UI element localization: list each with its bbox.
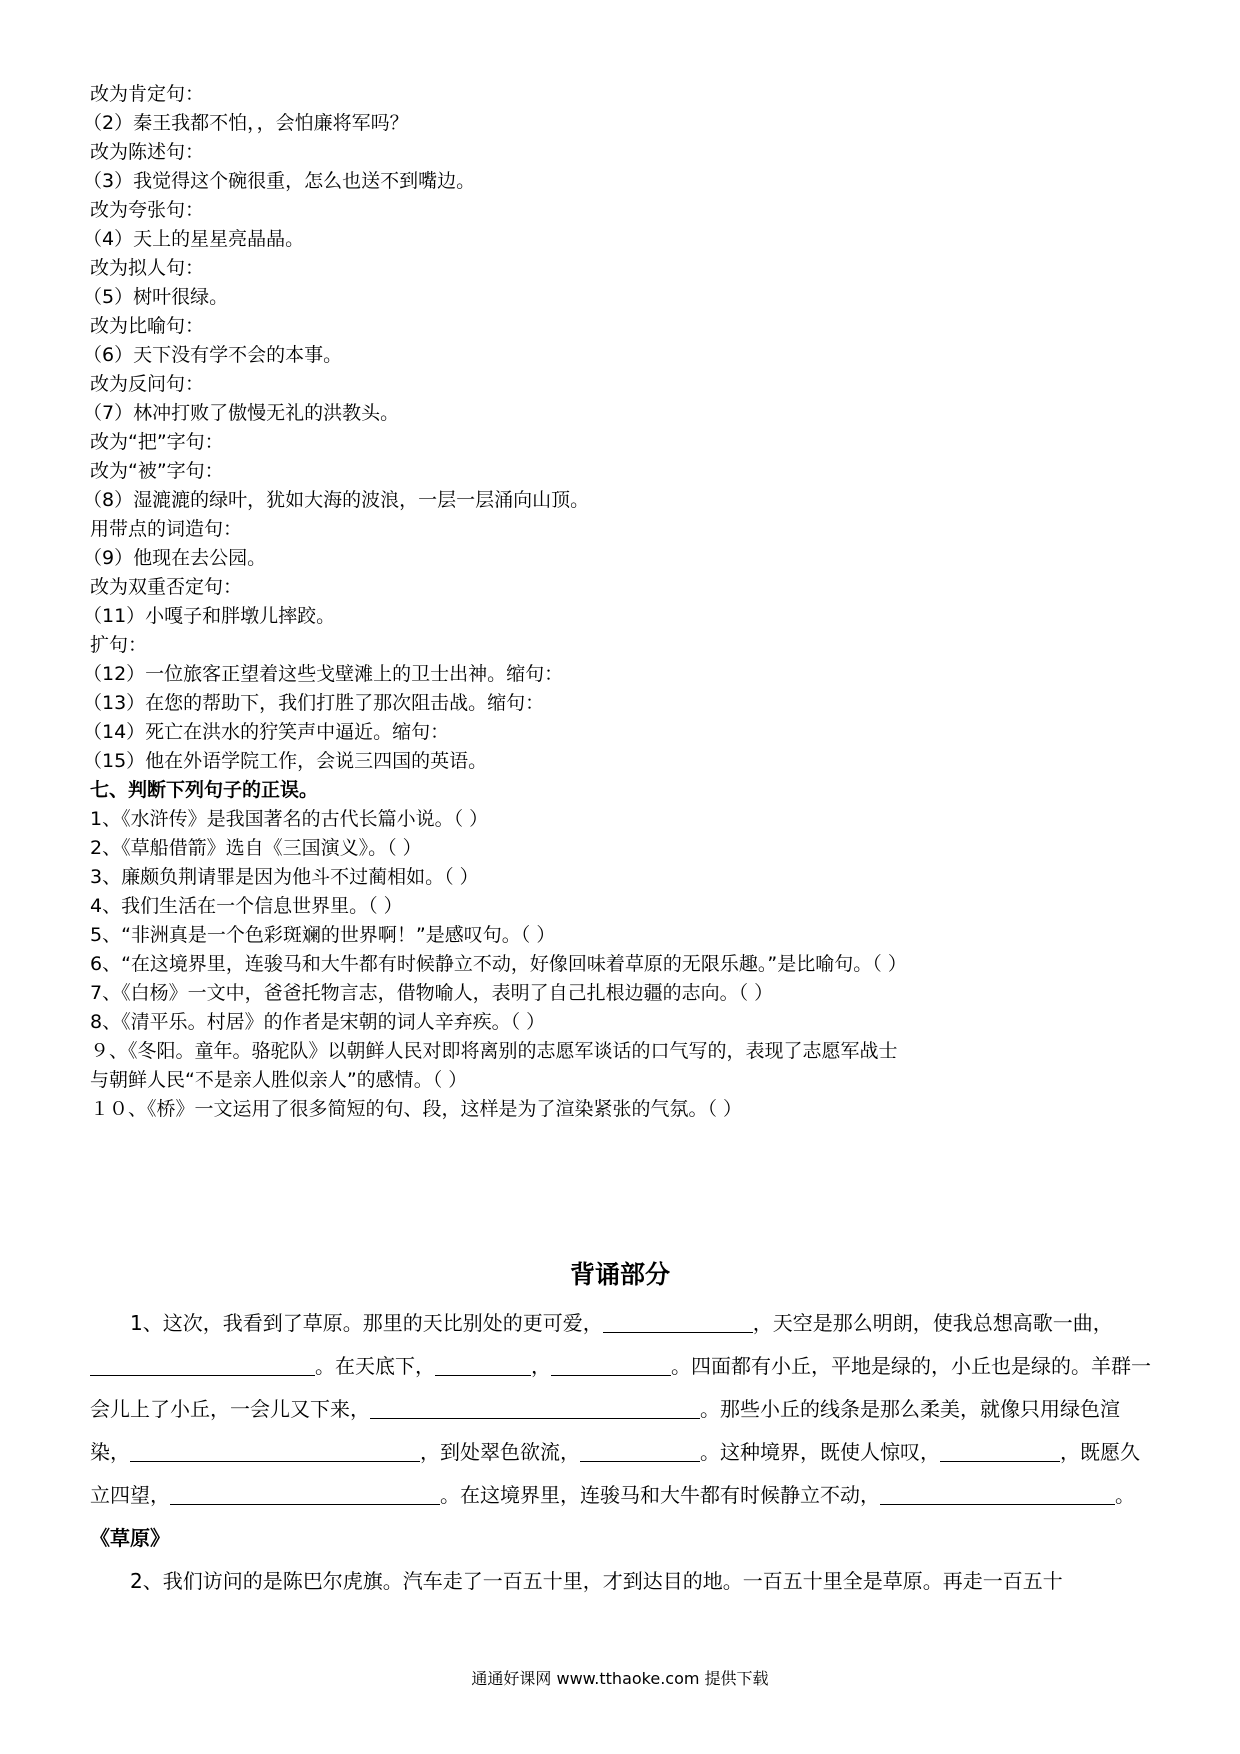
judge-item: 与朝鲜人民“不是亲人胜似亲人”的感情。（ ） (90, 1069, 468, 1091)
recite-section-title: 背诵部分 (569, 1260, 670, 1289)
fill-blank[interactable] (435, 1355, 531, 1376)
page-footer: 通通好课网 www.tthaoke.com 提供下载 (471, 1669, 769, 1688)
recite-text: ，天空是那么明朗，使我总想高歌一曲， (752, 1311, 1113, 1335)
judge-item: 8、《清平乐。村居》的作者是宋朝的词人辛弃疾。（ ） (90, 1011, 546, 1033)
instruction-line: 改为比喻句： (90, 315, 205, 337)
judge-item: 6、“在这境界里，连骏马和大牛都有时候静立不动，好像回味着草原的无限乐趣。”是比喻句。（ ） (90, 953, 907, 975)
fill-blank[interactable] (170, 1484, 440, 1505)
recite-text: 。这种境界，既使人惊叹， (700, 1440, 940, 1464)
judge-item: １０、《桥》一文运用了很多简短的句、段，这样是为了渲染紧张的气氛。（ ） (90, 1098, 743, 1120)
recite-text: ，既愿久立四望， (90, 1440, 1140, 1507)
fill-blank[interactable] (603, 1312, 753, 1333)
exercise-line: （15）他在外语学院工作，会说三四国的英语。 (83, 750, 488, 772)
instruction-line: 改为拟人句： (90, 257, 205, 279)
recite-text: 。四面都有小丘，平地是绿的，小丘也是绿的。羊群一会儿上了小丘，一会儿又下来， (90, 1354, 1151, 1421)
exercise-line: （9）他现在去公园。 (83, 547, 267, 569)
fill-blank[interactable] (90, 1355, 315, 1376)
recite-text: 。在这境界里，连骏马和大牛都有时候静立不动， (440, 1483, 880, 1507)
exercise-line: （2）秦王我都不怕，，会怕廉将军吗？ (83, 112, 409, 134)
judge-item: 5、“非洲真是一个色彩斑斓的世界啊！”是感叹句。（ ） (90, 924, 556, 946)
instruction-line: 改为夸张句： (90, 199, 205, 221)
exercise-line: （4）天上的星星亮晶晶。 (83, 228, 305, 250)
exercise-line: （3）我觉得这个碗很重，怎么也送不到嘴边。 (83, 170, 476, 192)
exercise-line: （12）一位旅客正望着这些戈壁滩上的卫士出神。缩句： (83, 663, 564, 685)
recite-text: ， (531, 1354, 551, 1378)
instruction-line: 改为双重否定句： (90, 576, 243, 598)
recite-text: 1、这次，我看到了草原。那里的天比别处的更可爱， (130, 1311, 603, 1335)
exercise-line: （13）在您的帮助下，我们打胜了那次阻击战。缩句： (83, 692, 545, 714)
exercise-line: （5）树叶很绿。 (83, 286, 229, 308)
instruction-line: 用带点的词造句： (90, 518, 243, 540)
fill-blank[interactable] (551, 1355, 671, 1376)
judge-item: 1、《水浒传》是我国著名的古代长篇小说。（ ） (90, 808, 489, 830)
fill-blank[interactable] (940, 1441, 1060, 1462)
instruction-line: 改为“被”字句： (90, 460, 224, 482)
exercise-line: （14）死亡在洪水的狞笑声中逼近。缩句： (83, 721, 450, 743)
instruction-line: 改为“把”字句： (90, 431, 224, 453)
judge-item: 2、《草船借箭》选自《三国演义》。（ ） (90, 837, 422, 859)
recite-text: 。那些小丘的线条是那么柔美，就像只用绿色渲染， (90, 1397, 1120, 1464)
recite-paragraph-1 (90, 1302, 1154, 1560)
recite-text: ，到处翠色欲流， (420, 1440, 580, 1464)
section-title: 七、判断下列句子的正误。 (90, 779, 319, 801)
recite-text: 2、我们访问的是陈巴尔虎旗。汽车走了一百五十里，才到达目的地。一百五十里全是草原。再走一百五十 (130, 1569, 1063, 1593)
recite-text: 。在天底下， (315, 1354, 435, 1378)
exercise-line: （7）林冲打败了傲慢无礼的洪教头。 (83, 402, 400, 424)
instruction-line: 改为反问句： (90, 373, 205, 395)
fill-blank[interactable] (580, 1441, 700, 1462)
recite-text: 。 (1115, 1483, 1135, 1507)
judge-item: ９、《冬阳。童年。骆驼队》以朝鲜人民对即将离别的志愿军谈话的口气写的，表现了志愿军战士 (90, 1040, 898, 1062)
instruction-line: 改为陈述句： (90, 141, 205, 163)
exercise-line: （8）湿漉漉的绿叶，犹如大海的波浪，一层一层涌向山顶。 (83, 489, 590, 511)
instruction-line: 改为肯定句： (90, 83, 205, 105)
judge-item: 4、我们生活在一个信息世界里。（ ） (90, 895, 403, 917)
exercise-line: （6）天下没有学不会的本事。 (83, 344, 343, 366)
judge-item: 3、廉颇负荆请罪是因为他斗不过蔺相如。（ ） (90, 866, 479, 888)
judge-item: 7、《白杨》一文中，爸爸托物言志，借物喻人，表明了自己扎根边疆的志向。（ ） (90, 982, 774, 1004)
fill-blank[interactable] (370, 1398, 700, 1419)
exercise-line: （11）小嘎子和胖墩儿摔跤。 (83, 605, 336, 627)
fill-blank[interactable] (880, 1484, 1115, 1505)
fill-blank[interactable] (130, 1441, 420, 1462)
recite-paragraph-2 (90, 1560, 1154, 1603)
instruction-line: 扩句： (90, 634, 148, 656)
source-title: 《草原》 (90, 1526, 170, 1550)
